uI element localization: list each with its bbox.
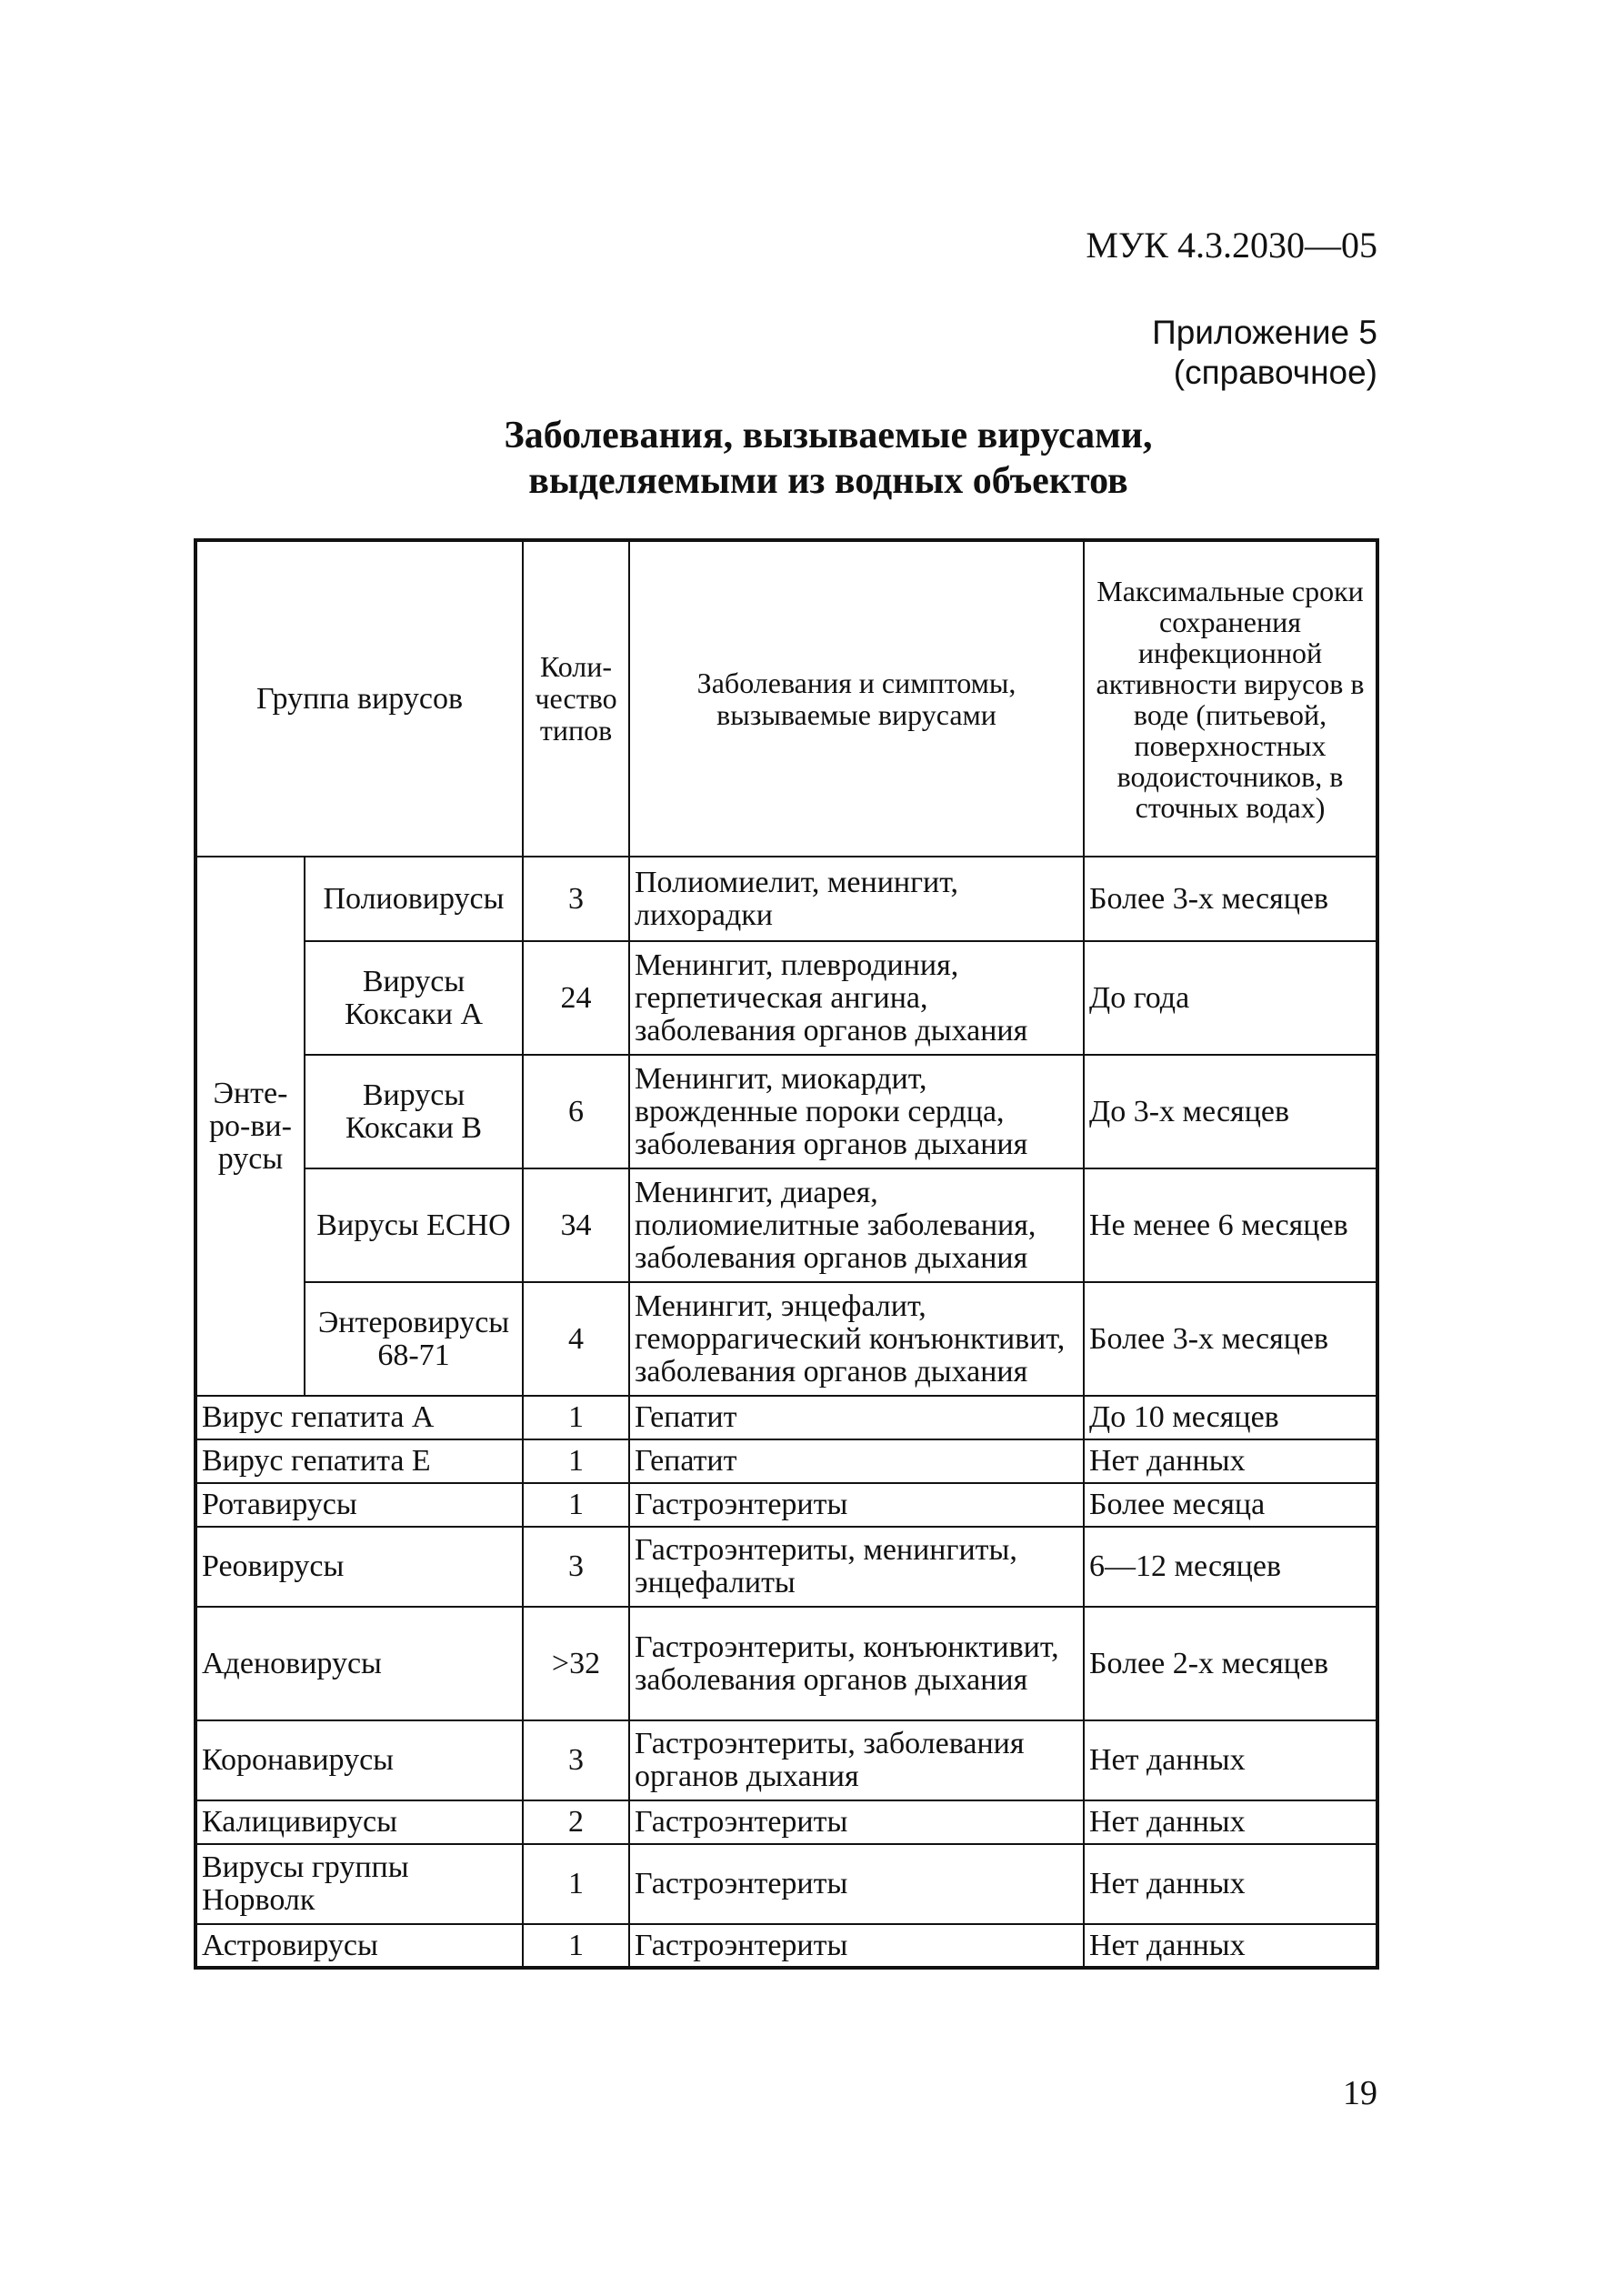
title-line-1: Заболевания, вызываемые вирусами, (504, 415, 1153, 456)
type-count: 1 (523, 1483, 629, 1527)
max-term: Нет данных (1084, 1844, 1377, 1924)
max-term: Нет данных (1084, 1800, 1377, 1844)
max-term: Нет данных (1084, 1924, 1377, 1968)
table-row (195, 1439, 1377, 1483)
diseases: Гастроэнтериты (629, 1924, 1084, 1968)
virus-name: Вирус гепатита Е (195, 1439, 523, 1483)
virus-name: Вирусы Коксаки А (305, 941, 523, 1055)
type-count: 1 (523, 1396, 629, 1439)
table-header-row (195, 540, 1377, 857)
type-count: 2 (523, 1800, 629, 1844)
diseases: Менингит, плевродиния, герпетическая ангина, заболевания органов дыхания (629, 941, 1084, 1055)
header-diseases: Заболевания и симптомы, вызываемые вирусами (629, 540, 1084, 857)
type-count: 6 (523, 1055, 629, 1168)
table-row (195, 1527, 1377, 1607)
virus-name: Астровирусы (195, 1924, 523, 1968)
diseases: Гастроэнтериты (629, 1800, 1084, 1844)
virus-name: Коронавирусы (195, 1720, 523, 1800)
table-row (195, 1055, 1377, 1168)
max-term: До 3-х месяцев (1084, 1055, 1377, 1168)
table-row (195, 1607, 1377, 1720)
max-term: Не менее 6 месяцев (1084, 1168, 1377, 1282)
header-group: Группа вирусов (195, 540, 523, 857)
virus-name: Энтеровирусы 68-71 (305, 1282, 523, 1396)
header-max-terms: Максимальные сроки сохранения инфекционной активности вирусов в воде (питьевой, поверхностных водоисточников, в сточных водах) (1084, 540, 1377, 857)
diseases: Гастроэнтериты, конъюнктивит, заболевания органов дыхания (629, 1607, 1084, 1720)
max-term: 6—12 месяцев (1084, 1527, 1377, 1607)
table-row (195, 857, 1377, 941)
table-row (195, 1844, 1377, 1924)
type-count: 1 (523, 1844, 629, 1924)
table-row (195, 1924, 1377, 1968)
type-count: 3 (523, 857, 629, 941)
diseases: Менингит, диарея, полиомиелитные заболевания, заболевания органов дыхания (629, 1168, 1084, 1282)
diseases: Гастроэнтериты (629, 1483, 1084, 1527)
max-term: Более 3-х месяцев (1084, 1282, 1377, 1396)
max-term: Нет данных (1084, 1439, 1377, 1483)
max-term: Более 3-х месяцев (1084, 857, 1377, 941)
type-count: 3 (523, 1720, 629, 1800)
appendix-type: (справочное) (1173, 354, 1377, 391)
document-code: МУК 4.3.2030—05 (1086, 225, 1377, 266)
diseases: Гастроэнтериты (629, 1844, 1084, 1924)
max-term: Нет данных (1084, 1720, 1377, 1800)
virus-name: Полиовирусы (305, 857, 523, 941)
virus-name: Вирусы ЕСНО (305, 1168, 523, 1282)
virus-name: Вирусы Коксаки В (305, 1055, 523, 1168)
table-row (195, 1720, 1377, 1800)
virus-name: Вирусы группы Норволк (195, 1844, 523, 1924)
table-row (195, 1282, 1377, 1396)
type-count: 3 (523, 1527, 629, 1607)
title-line-2: выделяемыми из водных объектов (528, 460, 1128, 502)
type-count: 1 (523, 1439, 629, 1483)
virus-name: Аденовирусы (195, 1607, 523, 1720)
max-term: До года (1084, 941, 1377, 1055)
virus-name: Реовирусы (195, 1527, 523, 1607)
virus-name: Ротавирусы (195, 1483, 523, 1527)
diseases: Гепатит (629, 1439, 1084, 1483)
table-row (195, 1483, 1377, 1527)
table-row (195, 1396, 1377, 1439)
appendix-number: Приложение 5 (1152, 314, 1377, 351)
diseases: Менингит, энцефалит, геморрагический конъюнктивит, заболевания органов дыхания (629, 1282, 1084, 1396)
table-row (195, 1168, 1377, 1282)
diseases: Гепатит (629, 1396, 1084, 1439)
diseases: Гастроэнтериты, заболевания органов дыхания (629, 1720, 1084, 1800)
appendix-label (1152, 313, 1377, 393)
virus-name: Вирус гепатита А (195, 1396, 523, 1439)
max-term: Более 2-х месяцев (1084, 1607, 1377, 1720)
table-row (195, 941, 1377, 1055)
page-title (0, 413, 1602, 504)
type-count: 24 (523, 941, 629, 1055)
page-number: 19 (1343, 2074, 1377, 2112)
type-count: >32 (523, 1607, 629, 1720)
diseases: Гастроэнтериты, менингиты, энцефалиты (629, 1527, 1084, 1607)
diseases: Менингит, миокардит, врожденные пороки сердца, заболевания органов дыхания (629, 1055, 1084, 1168)
type-count: 34 (523, 1168, 629, 1282)
type-count: 1 (523, 1924, 629, 1968)
table-row (195, 1800, 1377, 1844)
max-term: Более месяца (1084, 1483, 1377, 1527)
enterovirus-group-label: Энте-ро-ви-русы (195, 857, 305, 1396)
diseases: Полиомиелит, менингит, лихорадки (629, 857, 1084, 941)
type-count: 4 (523, 1282, 629, 1396)
virus-table (194, 538, 1379, 1970)
virus-name: Калицивирусы (195, 1800, 523, 1844)
max-term: До 10 месяцев (1084, 1396, 1377, 1439)
header-count: Коли-чество типов (523, 540, 629, 857)
